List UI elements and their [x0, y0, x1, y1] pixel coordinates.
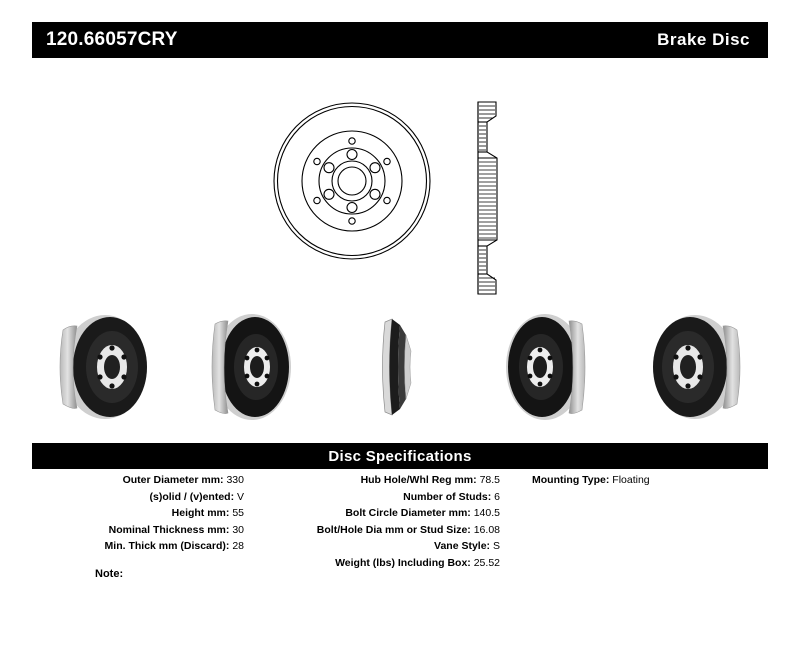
spec-column-left [32, 472, 244, 555]
spec-label: Bolt Circle Diameter mm: [345, 507, 474, 519]
spec-label: (s)olid / (v)ented: [149, 490, 237, 503]
spec-label: Vane Style: [434, 540, 493, 552]
spec-row [32, 522, 244, 539]
part-number: 120.66057CRY [46, 29, 178, 50]
spec-row [32, 472, 244, 489]
spec-row [32, 489, 244, 506]
technical-drawings-svg [0, 66, 800, 296]
spec-column-middle [264, 472, 500, 571]
spec-value: Floating [612, 474, 650, 486]
rotor-face-technical-drawing [274, 103, 430, 259]
spec-value: 28 [232, 540, 244, 552]
spec-title-bar: Disc Specifications [32, 443, 768, 469]
spec-label: Min. Thick mm (Discard): [104, 540, 233, 552]
spec-value: 25.52 [473, 556, 500, 569]
spec-label: Nominal Thickness mm: [108, 523, 233, 536]
spec-label: Weight (lbs) Including Box: [335, 556, 474, 569]
spec-label: Hub Hole/Whl Reg mm: [360, 474, 480, 486]
rotor-photos-svg [0, 300, 800, 435]
spec-row [264, 489, 500, 506]
spec-label: Mounting Type: [532, 474, 613, 486]
spec-value: V [236, 490, 244, 503]
rotor-photo-row [0, 300, 800, 435]
spec-row [264, 522, 500, 539]
rotor-cross-section-drawing [478, 102, 497, 294]
spec-value: 140.5 [473, 507, 500, 519]
rotor-photo-rear-angle [60, 315, 147, 419]
spec-row [264, 538, 500, 555]
spec-value: 30 [232, 523, 244, 536]
spec-value: 55 [232, 507, 244, 519]
note-label: Note: [95, 568, 124, 580]
spec-label: Outer Diameter mm: [122, 474, 227, 486]
spec-label: Number of Studs: [403, 490, 495, 503]
rotor-photo-face-right [506, 314, 585, 420]
spec-row [32, 505, 244, 522]
note-section [32, 568, 332, 580]
technical-drawings-area [0, 66, 800, 296]
spec-column-right [532, 472, 768, 489]
spec-label: Bolt/Hole Dia mm or Stud Size: [316, 523, 474, 536]
rotor-photo-face-left [212, 314, 291, 420]
header-bar [32, 22, 768, 58]
spec-label: Height mm: [171, 507, 233, 519]
rotor-photo-edge-profile [383, 319, 412, 415]
spec-value: 16.08 [473, 523, 500, 536]
spec-value: S [492, 540, 500, 552]
spec-row [32, 538, 244, 555]
rotor-photo-front-angle [653, 315, 740, 419]
spec-value: 6 [494, 490, 500, 503]
product-type-label: Brake Disc [657, 30, 750, 49]
spec-row [264, 472, 500, 489]
spec-value: 330 [226, 474, 244, 486]
spec-value: 78.5 [479, 474, 500, 486]
spec-row [532, 472, 768, 489]
spec-row [264, 505, 500, 522]
